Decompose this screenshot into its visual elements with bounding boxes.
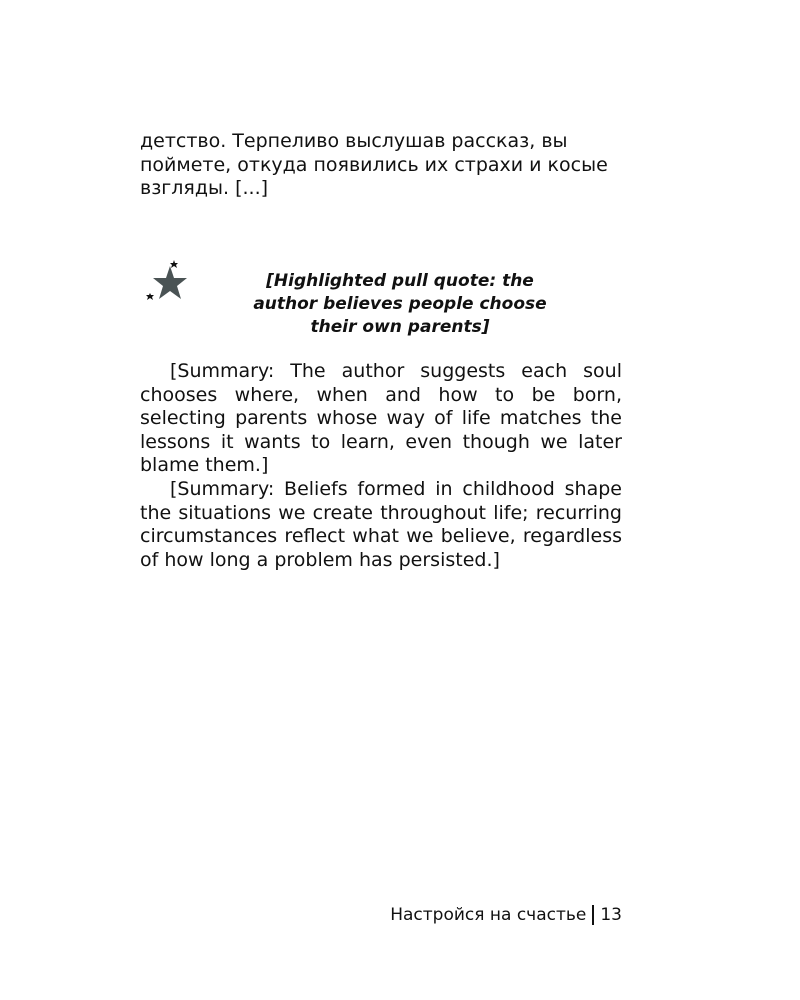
footer-divider [592, 905, 594, 925]
page-footer [390, 905, 622, 925]
page-number: 13 [600, 905, 622, 925]
top-line-2: поймете, откуда появились их страхи и косые [140, 153, 608, 176]
pull-quote [140, 260, 622, 340]
top-line-1: детство. Терпеливо выслушав рассказ, вы [140, 130, 568, 152]
body-paragraph-2: [Summary: Beliefs formed in childhood shape the situations we create throughout life; recurring circumstances reflect what we believe, regardless of how long a problem has persisted.] [140, 477, 622, 571]
body-paragraph-1: [Summary: The author suggests each soul chooses where, when and how to be born, selecting parents whose way of life matches the lessons it wants to learn, even though we later blame them.] [140, 360, 622, 477]
star-icon [144, 260, 192, 308]
quote-text: [Highlighted pull quote: the author believes people choose their own parents] [253, 271, 547, 337]
body-text [140, 360, 622, 572]
book-title: Настройся на счастье [390, 905, 587, 925]
top-paragraph [140, 130, 622, 201]
top-line-3: взгляды. [...] [140, 177, 269, 200]
